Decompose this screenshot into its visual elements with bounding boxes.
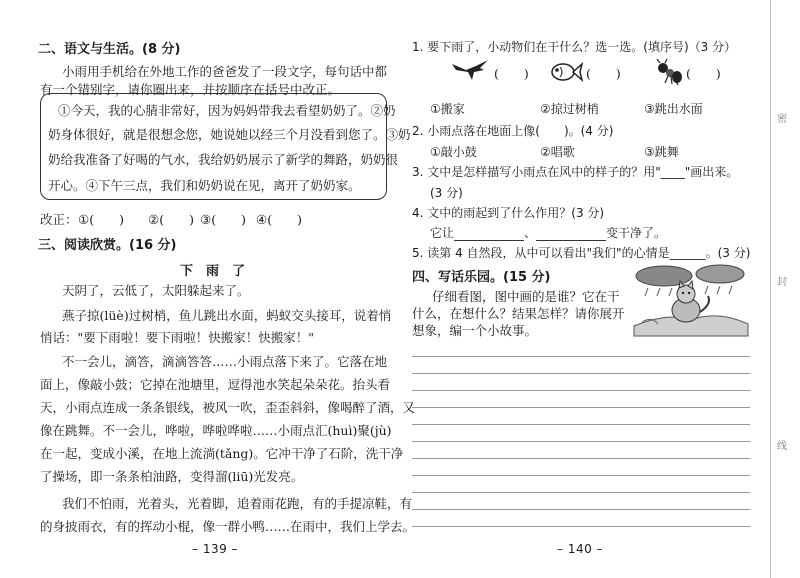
q1-option-1: ①搬家 [430, 102, 465, 116]
section-3-title: 三、阅读欣赏。(16 分) [38, 238, 177, 253]
q1-option-3: ③跳出水面 [644, 102, 703, 116]
story-line: 天，小雨点连成一条条银线，被风一吹，歪歪斜斜，像喝醉了酒，又 [40, 400, 416, 415]
story-line: 像在跳舞。不一会儿，哗啦，哗啦哗啦……小雨点汇(huì)聚(jù) [40, 423, 392, 438]
story-line: 的身披雨衣，有的挥动小棍，像一群小鸭……在雨中，我们上学去。 [40, 519, 416, 534]
q2-option-1: ①敲小鼓 [430, 145, 477, 159]
swallow-icon [450, 58, 490, 86]
section-2-title: 二、语文与生活。(8 分) [38, 42, 181, 57]
writing-line[interactable] [412, 424, 750, 425]
q4-text-a: 它让 [430, 226, 455, 240]
story-title: 下 雨 了 [180, 264, 246, 279]
ant-icon [654, 58, 684, 86]
q4-text-b: 、 [524, 226, 537, 240]
writing-line[interactable] [412, 356, 750, 357]
q2-option-3: ③跳舞 [644, 145, 679, 159]
story-line: 悄话："要下雨啦！要下雨啦！快搬家！快搬家！" [40, 330, 314, 345]
question-4: 4. 文中的雨起到了什么作用？(3 分) [412, 206, 605, 220]
writing-line[interactable] [412, 475, 750, 476]
fish-icon [548, 58, 584, 86]
correction-blank-4[interactable]: ④( ) [256, 212, 302, 227]
story-line: 燕子掠(lüè)过树梢，鱼儿跳出水面，蚂蚁交头接耳，说着悄 [62, 308, 392, 323]
writing-line[interactable] [412, 458, 750, 459]
story-line: 天阴了，云低了，太阳躲起来了。 [62, 283, 250, 298]
section-2-intro-line-1: 小雨用手机给在外地工作的爸爸发了一段文字，每句话中都 [62, 64, 388, 79]
question-3: 3. 文中是怎样描写小雨点在风中的样子的？用"____"画出来。 [412, 165, 739, 179]
cat-in-rain-illustration [628, 262, 752, 338]
message-line: 开心。④下午三点，我们和奶奶说在见，离开了奶奶家。 [48, 178, 361, 193]
story-line: 在一起，变成小溪，在地上流淌(tǎng)。它冲干净了石阶，洗干净 [40, 446, 404, 461]
correction-label: 改正： [40, 212, 78, 227]
question-2: 2. 小雨点落在地面上像( )。(4 分) [412, 124, 614, 138]
q4-text-c: 变干净了。 [606, 226, 667, 240]
q1-option-2: ②掠过树梢 [540, 102, 599, 116]
writing-line[interactable] [412, 407, 750, 408]
correction-blank-2[interactable]: ②( ) [148, 212, 194, 227]
binding-char: 封 [777, 277, 787, 288]
section-2-intro-line-2: 有一个错别字，请你圈出来，并按顺序在括号中改正。 [40, 82, 341, 97]
question-1: 1. 要下雨了，小动物们在干什么？选一选。(填序号)（3 分） [412, 40, 737, 54]
story-line: 不一会儿，滴答，滴滴答答……小雨点落下来了。它落在地 [62, 354, 388, 369]
writing-line[interactable] [412, 509, 750, 510]
page-number-right: – 140 – [557, 542, 604, 556]
binding-char: 密 [777, 114, 787, 125]
q2-option-2: ②唱歌 [540, 145, 575, 159]
message-line: 奶身体很好，就是很想念您，她说她以经三个月没看到您了。③奶 [48, 127, 411, 142]
writing-line[interactable] [412, 373, 750, 374]
story-line: 面上，像敲小鼓；它掉在池塘里，逗得池水笑起朵朵花。抬头看 [40, 377, 391, 392]
writing-line[interactable] [412, 441, 750, 442]
message-line: 奶给我准备了好喝的气水，我给奶奶展示了新学的舞路，奶奶很 [48, 152, 399, 167]
prompt-line: 想象，编一个小故事。 [412, 323, 538, 338]
question-3-points: (3 分) [430, 186, 463, 200]
story-line: 了操场，即一条条柏油路，变得溜(liū)光发亮。 [40, 469, 304, 484]
story-line: 我们不怕雨，光着头，光着脚，追着雨花跑，有的手提凉鞋，有 [62, 496, 413, 511]
q4-sentence [430, 224, 666, 241]
writing-line[interactable] [412, 526, 750, 527]
answer-blank-swallow[interactable]: ( ) [494, 66, 529, 81]
binding-char: 线 [777, 441, 787, 452]
correction-blank-3[interactable]: ③( ) [200, 212, 246, 227]
answer-blank-ant[interactable]: ( ) [686, 66, 721, 81]
section-4-title: 四、写话乐园。(15 分) [412, 270, 551, 285]
q4-blank-1[interactable] [454, 226, 524, 241]
correction-blank-1[interactable]: ①( ) [78, 212, 124, 227]
prompt-line: 仔细看图，图中画的是谁？它在干 [432, 289, 620, 304]
writing-line[interactable] [412, 492, 750, 493]
writing-line[interactable] [412, 390, 750, 391]
q4-blank-2[interactable] [536, 226, 606, 241]
answer-blank-fish[interactable]: ( ) [586, 66, 621, 81]
question-5: 5. 读第 4 自然段，从中可以看出"我们"的心情是______。(3 分) [412, 246, 751, 260]
binding-margin [770, 0, 800, 578]
prompt-line: 什么，在想什么？结果怎样？请你展开 [412, 306, 625, 321]
page-number-left: – 139 – [192, 542, 239, 556]
message-line: ①今天，我的心腈非常好，因为妈妈带我去看望奶奶了。②奶 [58, 103, 396, 118]
